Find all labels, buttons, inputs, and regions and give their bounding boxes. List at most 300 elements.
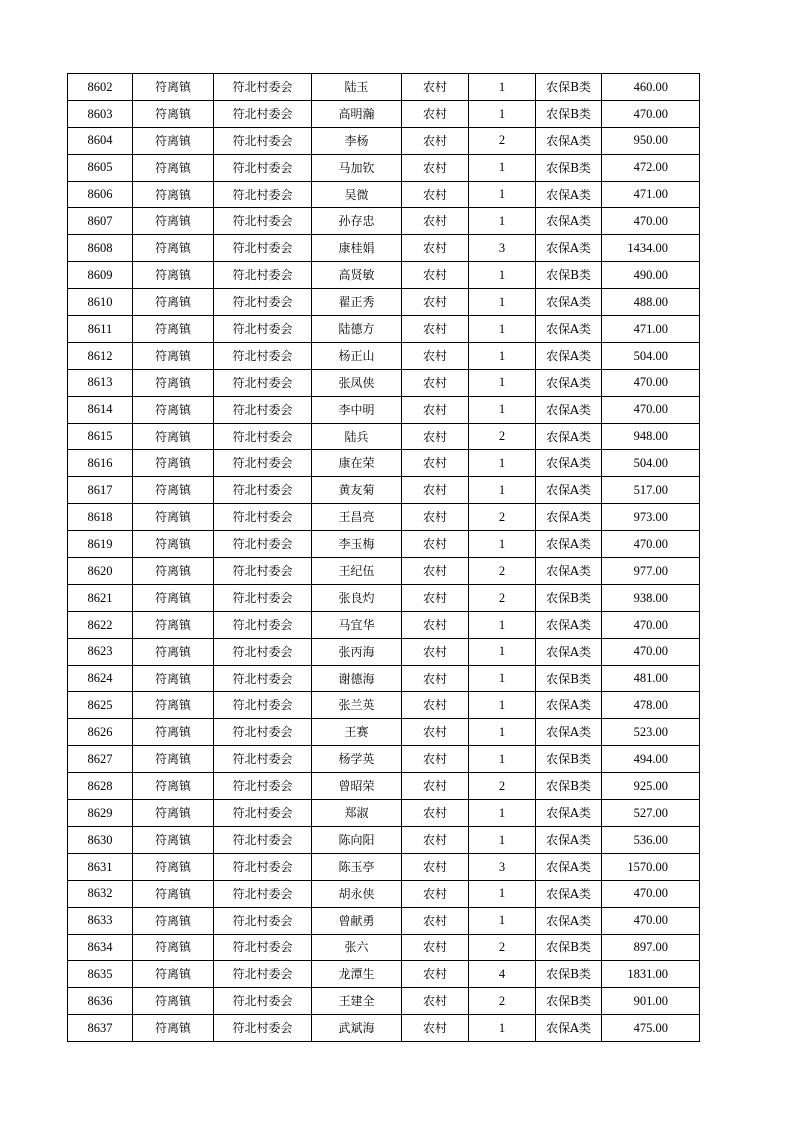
town-cell: 符离镇 (133, 127, 214, 154)
member-count-cell: 1 (469, 74, 536, 101)
person-name-cell: 高贤敏 (312, 262, 402, 289)
table-row (68, 316, 700, 343)
record-id-cell: 8626 (68, 719, 133, 746)
amount-cell: 471.00 (602, 316, 700, 343)
town-cell: 符离镇 (133, 235, 214, 262)
household-type-cell: 农村 (402, 1015, 469, 1042)
village-committee-cell: 符北村委会 (214, 181, 312, 208)
person-name-cell: 张凤侠 (312, 369, 402, 396)
amount-cell: 478.00 (602, 692, 700, 719)
insurance-category-cell: 农保A类 (536, 800, 602, 827)
record-id-cell: 8631 (68, 853, 133, 880)
person-name-cell: 陈向阳 (312, 826, 402, 853)
town-cell: 符离镇 (133, 423, 214, 450)
member-count-cell: 1 (469, 611, 536, 638)
member-count-cell: 3 (469, 235, 536, 262)
record-id-cell: 8619 (68, 531, 133, 558)
town-cell: 符离镇 (133, 665, 214, 692)
table-row (68, 961, 700, 988)
village-committee-cell: 符北村委会 (214, 316, 312, 343)
insurance-category-cell: 农保A类 (536, 423, 602, 450)
person-name-cell: 曾献勇 (312, 907, 402, 934)
table-row (68, 853, 700, 880)
household-type-cell: 农村 (402, 692, 469, 719)
amount-cell: 938.00 (602, 584, 700, 611)
household-type-cell: 农村 (402, 477, 469, 504)
village-committee-cell: 符北村委会 (214, 342, 312, 369)
table-row (68, 289, 700, 316)
table-row (68, 826, 700, 853)
household-type-cell: 农村 (402, 773, 469, 800)
person-name-cell: 张良灼 (312, 584, 402, 611)
person-name-cell: 杨正山 (312, 342, 402, 369)
household-type-cell: 农村 (402, 719, 469, 746)
person-name-cell: 康在荣 (312, 450, 402, 477)
table-row (68, 800, 700, 827)
member-count-cell: 1 (469, 719, 536, 746)
insurance-category-cell: 农保A类 (536, 208, 602, 235)
insurance-category-cell: 农保A类 (536, 558, 602, 585)
household-type-cell: 农村 (402, 127, 469, 154)
village-committee-cell: 符北村委会 (214, 100, 312, 127)
member-count-cell: 2 (469, 127, 536, 154)
member-count-cell: 1 (469, 1015, 536, 1042)
town-cell: 符离镇 (133, 74, 214, 101)
town-cell: 符离镇 (133, 934, 214, 961)
household-type-cell: 农村 (402, 423, 469, 450)
amount-cell: 481.00 (602, 665, 700, 692)
village-committee-cell: 符北村委会 (214, 746, 312, 773)
table-row (68, 773, 700, 800)
amount-cell: 470.00 (602, 396, 700, 423)
record-id-cell: 8629 (68, 800, 133, 827)
table-row (68, 127, 700, 154)
person-name-cell: 王赛 (312, 719, 402, 746)
record-id-cell: 8603 (68, 100, 133, 127)
household-type-cell: 农村 (402, 450, 469, 477)
person-name-cell: 王建全 (312, 988, 402, 1015)
member-count-cell: 1 (469, 208, 536, 235)
record-id-cell: 8622 (68, 611, 133, 638)
insurance-category-cell: 农保A类 (536, 289, 602, 316)
amount-cell: 470.00 (602, 208, 700, 235)
household-type-cell: 农村 (402, 558, 469, 585)
household-type-cell: 农村 (402, 396, 469, 423)
person-name-cell: 李玉梅 (312, 531, 402, 558)
table-row (68, 423, 700, 450)
amount-cell: 523.00 (602, 719, 700, 746)
member-count-cell: 1 (469, 477, 536, 504)
record-id-cell: 8618 (68, 504, 133, 531)
village-committee-cell: 符北村委会 (214, 988, 312, 1015)
household-type-cell: 农村 (402, 746, 469, 773)
record-id-cell: 8623 (68, 638, 133, 665)
town-cell: 符离镇 (133, 826, 214, 853)
town-cell: 符离镇 (133, 800, 214, 827)
table-row (68, 342, 700, 369)
amount-cell: 973.00 (602, 504, 700, 531)
household-type-cell: 农村 (402, 154, 469, 181)
person-name-cell: 杨学英 (312, 746, 402, 773)
member-count-cell: 1 (469, 262, 536, 289)
table-row (68, 558, 700, 585)
insurance-category-cell: 农保B类 (536, 100, 602, 127)
village-committee-cell: 符北村委会 (214, 665, 312, 692)
village-committee-cell: 符北村委会 (214, 208, 312, 235)
village-committee-cell: 符北村委会 (214, 154, 312, 181)
village-committee-cell: 符北村委会 (214, 74, 312, 101)
person-name-cell: 康桂娟 (312, 235, 402, 262)
village-committee-cell: 符北村委会 (214, 773, 312, 800)
person-name-cell: 马加钦 (312, 154, 402, 181)
town-cell: 符离镇 (133, 316, 214, 343)
table-row (68, 907, 700, 934)
person-name-cell: 胡永侠 (312, 880, 402, 907)
insurance-category-cell: 农保B类 (536, 665, 602, 692)
member-count-cell: 1 (469, 692, 536, 719)
amount-cell: 488.00 (602, 289, 700, 316)
amount-cell: 490.00 (602, 262, 700, 289)
insurance-category-cell: 农保A类 (536, 531, 602, 558)
person-name-cell: 陆玉 (312, 74, 402, 101)
village-committee-cell: 符北村委会 (214, 826, 312, 853)
amount-cell: 470.00 (602, 638, 700, 665)
town-cell: 符离镇 (133, 961, 214, 988)
insurance-category-cell: 农保B类 (536, 262, 602, 289)
village-committee-cell: 符北村委会 (214, 504, 312, 531)
town-cell: 符离镇 (133, 988, 214, 1015)
table-row (68, 262, 700, 289)
insurance-category-cell: 农保A类 (536, 611, 602, 638)
household-type-cell: 农村 (402, 181, 469, 208)
village-committee-cell: 符北村委会 (214, 611, 312, 638)
person-name-cell: 武斌海 (312, 1015, 402, 1042)
insurance-category-cell: 农保A类 (536, 880, 602, 907)
town-cell: 符离镇 (133, 880, 214, 907)
record-id-cell: 8635 (68, 961, 133, 988)
town-cell: 符离镇 (133, 907, 214, 934)
amount-cell: 1434.00 (602, 235, 700, 262)
village-committee-cell: 符北村委会 (214, 235, 312, 262)
table-row (68, 584, 700, 611)
amount-cell: 977.00 (602, 558, 700, 585)
village-committee-cell: 符北村委会 (214, 638, 312, 665)
person-name-cell: 李中明 (312, 396, 402, 423)
member-count-cell: 1 (469, 100, 536, 127)
household-type-cell: 农村 (402, 826, 469, 853)
household-type-cell: 农村 (402, 907, 469, 934)
amount-cell: 1831.00 (602, 961, 700, 988)
record-id-cell: 8604 (68, 127, 133, 154)
record-id-cell: 8617 (68, 477, 133, 504)
person-name-cell: 龙潭生 (312, 961, 402, 988)
person-name-cell: 马宜华 (312, 611, 402, 638)
amount-cell: 925.00 (602, 773, 700, 800)
member-count-cell: 1 (469, 369, 536, 396)
table-row (68, 477, 700, 504)
member-count-cell: 1 (469, 154, 536, 181)
member-count-cell: 1 (469, 638, 536, 665)
household-type-cell: 农村 (402, 342, 469, 369)
amount-cell: 504.00 (602, 450, 700, 477)
insurance-category-cell: 农保B类 (536, 154, 602, 181)
insurance-category-cell: 农保A类 (536, 853, 602, 880)
record-id-cell: 8614 (68, 396, 133, 423)
village-committee-cell: 符北村委会 (214, 558, 312, 585)
amount-cell: 897.00 (602, 934, 700, 961)
household-type-cell: 农村 (402, 934, 469, 961)
member-count-cell: 2 (469, 584, 536, 611)
town-cell: 符离镇 (133, 853, 214, 880)
amount-cell: 948.00 (602, 423, 700, 450)
member-count-cell: 4 (469, 961, 536, 988)
member-count-cell: 2 (469, 773, 536, 800)
table-row (68, 611, 700, 638)
village-committee-cell: 符北村委会 (214, 853, 312, 880)
record-id-cell: 8611 (68, 316, 133, 343)
household-type-cell: 农村 (402, 208, 469, 235)
table-row (68, 638, 700, 665)
record-id-cell: 8609 (68, 262, 133, 289)
records-table (67, 73, 700, 1042)
household-type-cell: 农村 (402, 369, 469, 396)
record-id-cell: 8610 (68, 289, 133, 316)
village-committee-cell: 符北村委会 (214, 934, 312, 961)
household-type-cell: 农村 (402, 800, 469, 827)
member-count-cell: 1 (469, 826, 536, 853)
member-count-cell: 1 (469, 531, 536, 558)
insurance-category-cell: 农保A类 (536, 719, 602, 746)
village-committee-cell: 符北村委会 (214, 450, 312, 477)
amount-cell: 950.00 (602, 127, 700, 154)
village-committee-cell: 符北村委会 (214, 262, 312, 289)
record-id-cell: 8627 (68, 746, 133, 773)
member-count-cell: 1 (469, 665, 536, 692)
village-committee-cell: 符北村委会 (214, 531, 312, 558)
town-cell: 符离镇 (133, 289, 214, 316)
member-count-cell: 2 (469, 558, 536, 585)
household-type-cell: 农村 (402, 584, 469, 611)
town-cell: 符离镇 (133, 1015, 214, 1042)
record-id-cell: 8633 (68, 907, 133, 934)
table-row (68, 235, 700, 262)
person-name-cell: 谢德海 (312, 665, 402, 692)
village-committee-cell: 符北村委会 (214, 127, 312, 154)
table-row (68, 504, 700, 531)
village-committee-cell: 符北村委会 (214, 289, 312, 316)
record-id-cell: 8606 (68, 181, 133, 208)
record-id-cell: 8632 (68, 880, 133, 907)
member-count-cell: 1 (469, 880, 536, 907)
town-cell: 符离镇 (133, 558, 214, 585)
person-name-cell: 张丙海 (312, 638, 402, 665)
amount-cell: 901.00 (602, 988, 700, 1015)
amount-cell: 470.00 (602, 880, 700, 907)
insurance-category-cell: 农保A类 (536, 342, 602, 369)
person-name-cell: 陆德方 (312, 316, 402, 343)
insurance-category-cell: 农保B类 (536, 961, 602, 988)
record-id-cell: 8605 (68, 154, 133, 181)
person-name-cell: 陆兵 (312, 423, 402, 450)
member-count-cell: 1 (469, 396, 536, 423)
household-type-cell: 农村 (402, 100, 469, 127)
record-id-cell: 8636 (68, 988, 133, 1015)
member-count-cell: 1 (469, 289, 536, 316)
table-row (68, 719, 700, 746)
table-row (68, 988, 700, 1015)
insurance-category-cell: 农保A类 (536, 181, 602, 208)
member-count-cell: 1 (469, 907, 536, 934)
insurance-category-cell: 农保A类 (536, 826, 602, 853)
person-name-cell: 张兰英 (312, 692, 402, 719)
table-row (68, 934, 700, 961)
member-count-cell: 2 (469, 423, 536, 450)
insurance-category-cell: 农保A类 (536, 369, 602, 396)
table-row (68, 880, 700, 907)
record-id-cell: 8607 (68, 208, 133, 235)
member-count-cell: 2 (469, 504, 536, 531)
household-type-cell: 农村 (402, 262, 469, 289)
household-type-cell: 农村 (402, 611, 469, 638)
record-id-cell: 8628 (68, 773, 133, 800)
record-id-cell: 8613 (68, 369, 133, 396)
insurance-category-cell: 农保A类 (536, 450, 602, 477)
town-cell: 符离镇 (133, 369, 214, 396)
household-type-cell: 农村 (402, 235, 469, 262)
town-cell: 符离镇 (133, 584, 214, 611)
amount-cell: 1570.00 (602, 853, 700, 880)
table-row (68, 369, 700, 396)
town-cell: 符离镇 (133, 396, 214, 423)
member-count-cell: 1 (469, 181, 536, 208)
household-type-cell: 农村 (402, 638, 469, 665)
member-count-cell: 3 (469, 853, 536, 880)
person-name-cell: 郑淑 (312, 800, 402, 827)
household-type-cell: 农村 (402, 316, 469, 343)
table-body (68, 74, 700, 1042)
record-id-cell: 8624 (68, 665, 133, 692)
person-name-cell: 翟正秀 (312, 289, 402, 316)
person-name-cell: 李杨 (312, 127, 402, 154)
insurance-category-cell: 农保B类 (536, 988, 602, 1015)
amount-cell: 517.00 (602, 477, 700, 504)
insurance-category-cell: 农保A类 (536, 907, 602, 934)
amount-cell: 470.00 (602, 369, 700, 396)
village-committee-cell: 符北村委会 (214, 692, 312, 719)
village-committee-cell: 符北村委会 (214, 369, 312, 396)
member-count-cell: 1 (469, 746, 536, 773)
town-cell: 符离镇 (133, 638, 214, 665)
village-committee-cell: 符北村委会 (214, 961, 312, 988)
household-type-cell: 农村 (402, 665, 469, 692)
household-type-cell: 农村 (402, 74, 469, 101)
household-type-cell: 农村 (402, 880, 469, 907)
record-id-cell: 8621 (68, 584, 133, 611)
town-cell: 符离镇 (133, 773, 214, 800)
village-committee-cell: 符北村委会 (214, 423, 312, 450)
table-row (68, 692, 700, 719)
person-name-cell: 张六 (312, 934, 402, 961)
amount-cell: 536.00 (602, 826, 700, 853)
table-row (68, 100, 700, 127)
member-count-cell: 2 (469, 988, 536, 1015)
town-cell: 符离镇 (133, 208, 214, 235)
member-count-cell: 1 (469, 800, 536, 827)
village-committee-cell: 符北村委会 (214, 880, 312, 907)
member-count-cell: 1 (469, 316, 536, 343)
amount-cell: 470.00 (602, 100, 700, 127)
amount-cell: 471.00 (602, 181, 700, 208)
insurance-category-cell: 农保A类 (536, 127, 602, 154)
record-id-cell: 8634 (68, 934, 133, 961)
person-name-cell: 王纪伍 (312, 558, 402, 585)
person-name-cell: 黄友菊 (312, 477, 402, 504)
town-cell: 符离镇 (133, 692, 214, 719)
table-row (68, 208, 700, 235)
household-type-cell: 农村 (402, 988, 469, 1015)
person-name-cell: 孙存忠 (312, 208, 402, 235)
village-committee-cell: 符北村委会 (214, 584, 312, 611)
insurance-category-cell: 农保A类 (536, 638, 602, 665)
record-id-cell: 8630 (68, 826, 133, 853)
amount-cell: 527.00 (602, 800, 700, 827)
town-cell: 符离镇 (133, 719, 214, 746)
town-cell: 符离镇 (133, 262, 214, 289)
person-name-cell: 吴微 (312, 181, 402, 208)
household-type-cell: 农村 (402, 504, 469, 531)
table-row (68, 1015, 700, 1042)
record-id-cell: 8625 (68, 692, 133, 719)
table-row (68, 450, 700, 477)
village-committee-cell: 符北村委会 (214, 907, 312, 934)
member-count-cell: 2 (469, 934, 536, 961)
insurance-category-cell: 农保A类 (536, 396, 602, 423)
person-name-cell: 王昌亮 (312, 504, 402, 531)
town-cell: 符离镇 (133, 342, 214, 369)
insurance-category-cell: 农保A类 (536, 504, 602, 531)
table-row (68, 531, 700, 558)
person-name-cell: 曾昭荣 (312, 773, 402, 800)
table-row (68, 181, 700, 208)
town-cell: 符离镇 (133, 531, 214, 558)
household-type-cell: 农村 (402, 961, 469, 988)
insurance-category-cell: 农保A类 (536, 316, 602, 343)
insurance-category-cell: 农保A类 (536, 1015, 602, 1042)
insurance-category-cell: 农保B类 (536, 773, 602, 800)
household-type-cell: 农村 (402, 853, 469, 880)
village-committee-cell: 符北村委会 (214, 719, 312, 746)
household-type-cell: 农村 (402, 289, 469, 316)
record-id-cell: 8620 (68, 558, 133, 585)
town-cell: 符离镇 (133, 477, 214, 504)
insurance-category-cell: 农保A类 (536, 477, 602, 504)
insurance-category-cell: 农保B类 (536, 74, 602, 101)
amount-cell: 475.00 (602, 1015, 700, 1042)
amount-cell: 504.00 (602, 342, 700, 369)
person-name-cell: 陈玉亭 (312, 853, 402, 880)
insurance-category-cell: 农保B类 (536, 584, 602, 611)
village-committee-cell: 符北村委会 (214, 477, 312, 504)
town-cell: 符离镇 (133, 504, 214, 531)
record-id-cell: 8608 (68, 235, 133, 262)
member-count-cell: 1 (469, 450, 536, 477)
record-id-cell: 8615 (68, 423, 133, 450)
village-committee-cell: 符北村委会 (214, 1015, 312, 1042)
town-cell: 符离镇 (133, 611, 214, 638)
insurance-category-cell: 农保A类 (536, 692, 602, 719)
town-cell: 符离镇 (133, 100, 214, 127)
amount-cell: 472.00 (602, 154, 700, 181)
